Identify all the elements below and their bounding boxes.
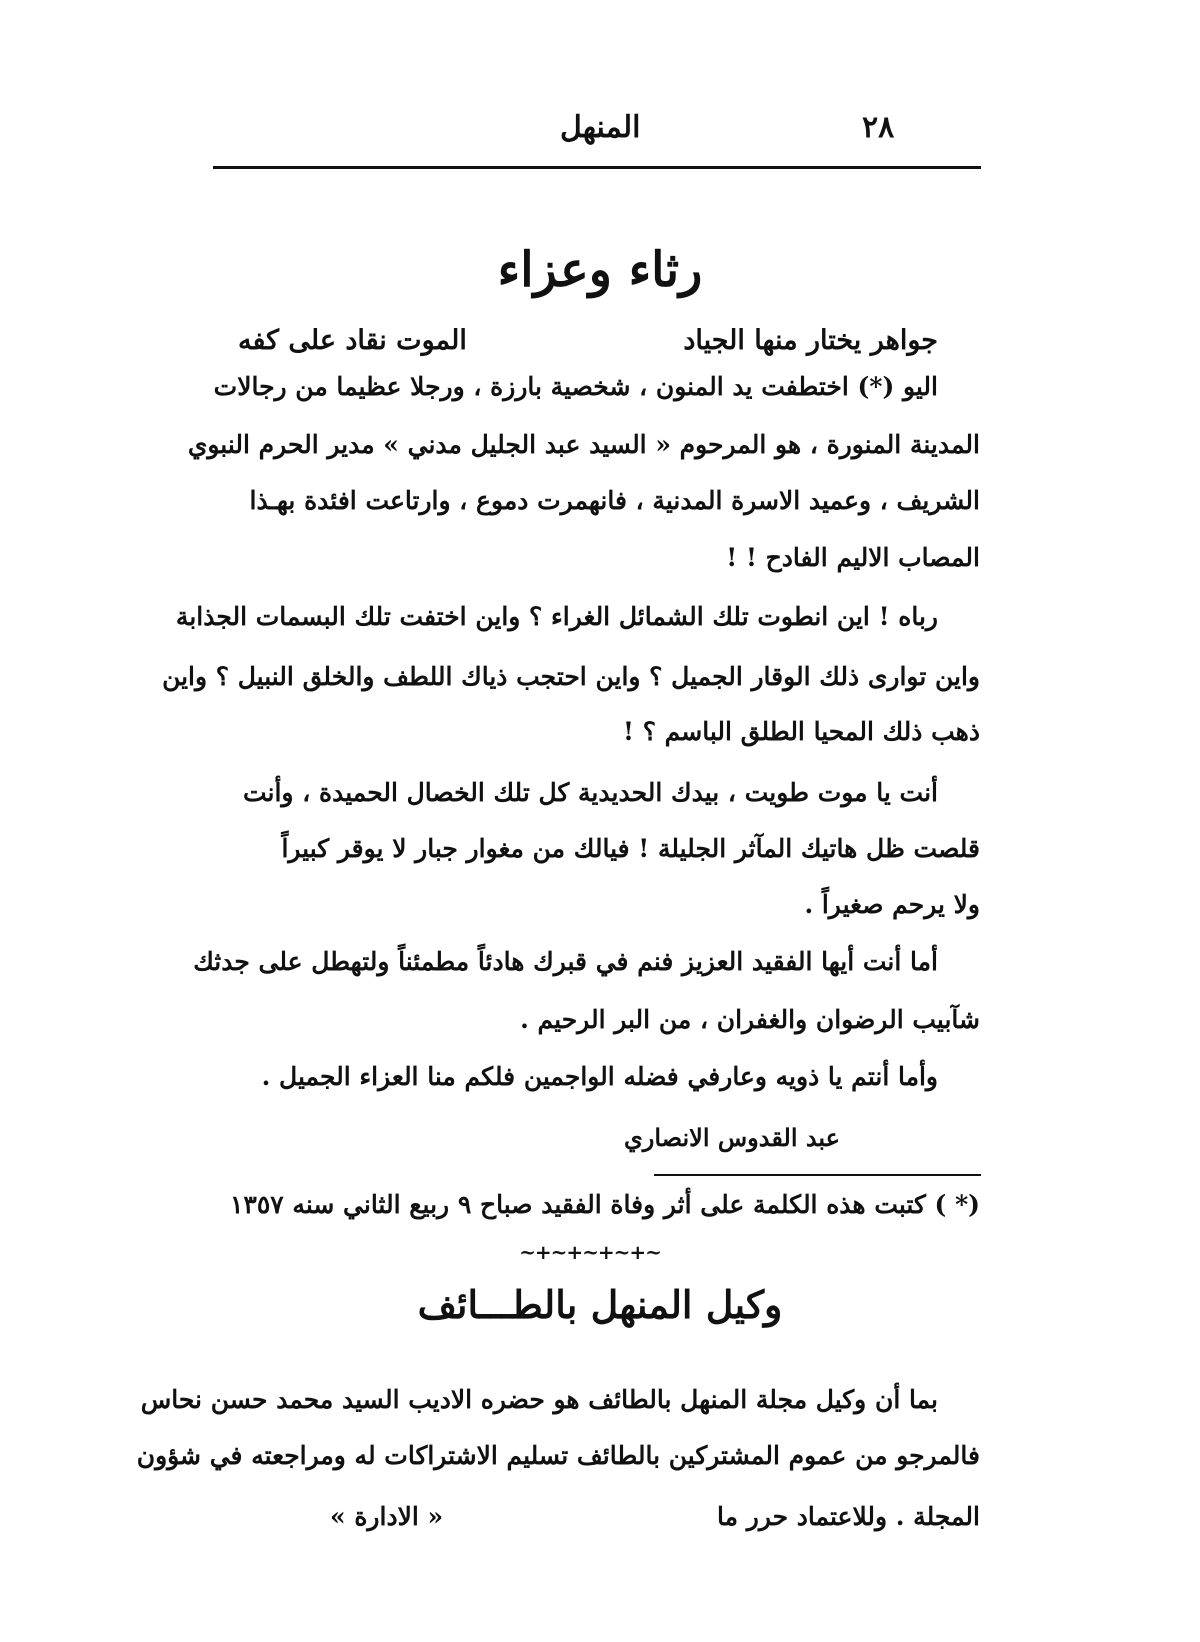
body-line: المدينة المنورة ، هو المرحوم « السيد عبد الجليل مدني » مدير الحرم النبوي	[187, 430, 980, 459]
body-line: ولا يرحم صغيراً .	[804, 890, 980, 919]
header-rule	[213, 166, 981, 169]
notice-line: بما أن وكيل مجلة المنهل بالطائف هو حضره الاديب السيد محمد حسن نحاس	[140, 1385, 938, 1414]
body-line: قلصت ظل هاتيك المآثر الجليلة ! فيالك من مغوار جبار لا يوقر كبيراً	[281, 834, 980, 863]
notice-signature: « الادارة »	[330, 1502, 444, 1531]
section-ornament: ~+~+~+~+~	[519, 1240, 661, 1264]
body-line: شآبيب الرضوان والغفران ، من البر الرحيم .	[520, 1005, 980, 1034]
poem-verse	[238, 325, 938, 356]
running-title: المنهل	[560, 110, 641, 145]
poem-hemistich-second: جواهر يختار منها الجياد	[683, 325, 938, 356]
body-line: أنت يا موت طويت ، بيدك الحديدية كل تلك الخصال الحميدة ، وأنت	[242, 778, 938, 807]
body-line: اليو (*) اختطفت يد المنون ، شخصية بارزة ، ورجلا عظيما من رجالات	[213, 372, 938, 401]
body-line: المصاب الاليم الفادح ! !	[726, 543, 980, 572]
article-signature: عبد القدوس الانصاري	[623, 1123, 840, 1152]
notice-title: وكيل المنهل بالطـــائف	[417, 1282, 783, 1327]
footnote: (* ) كتبت هذه الكلمة على أثر وفاة الفقيد صباح ٩ ربيع الثاني سنه ١٣٥٧	[230, 1190, 980, 1219]
notice-line: فالمرجو من عموم المشتركين بالطائف تسليم الاشتراكات له ومراجعته في شؤون	[136, 1441, 980, 1470]
body-line: وأما أنتم يا ذويه وعارفي فضله الواجمين فلكم منا العزاء الجميل .	[261, 1062, 938, 1091]
notice-line: المجلة . وللاعتماد حرر ما	[717, 1502, 980, 1531]
body-line: أما أنت أيها الفقيد العزيز فنم في قبرك هادئاً مطمئناً ولتهطل على جدثك	[193, 947, 938, 976]
footnote-rule	[654, 1174, 981, 1176]
body-line: الشريف ، وعميد الاسرة المدنية ، فانهمرت دموع ، وارتاعت افئدة بهـذا	[249, 486, 980, 515]
poem-hemistich-first: الموت نقاد على كفه	[238, 325, 467, 356]
body-line: رباه ! اين انطوت تلك الشمائل الغراء ؟ واين اختفت تلك البسمات الجذابة	[175, 602, 938, 631]
article-title: رثاء وعزاء	[497, 242, 703, 298]
body-line: ذهب ذلك المحيا الطلق الباسم ؟ !	[623, 717, 980, 746]
body-line: واين توارى ذلك الوقار الجميل ؟ واين احتجب ذياك اللطف والخلق النبيل ؟ واين	[162, 662, 980, 691]
page-number: ٢٨	[862, 110, 895, 145]
